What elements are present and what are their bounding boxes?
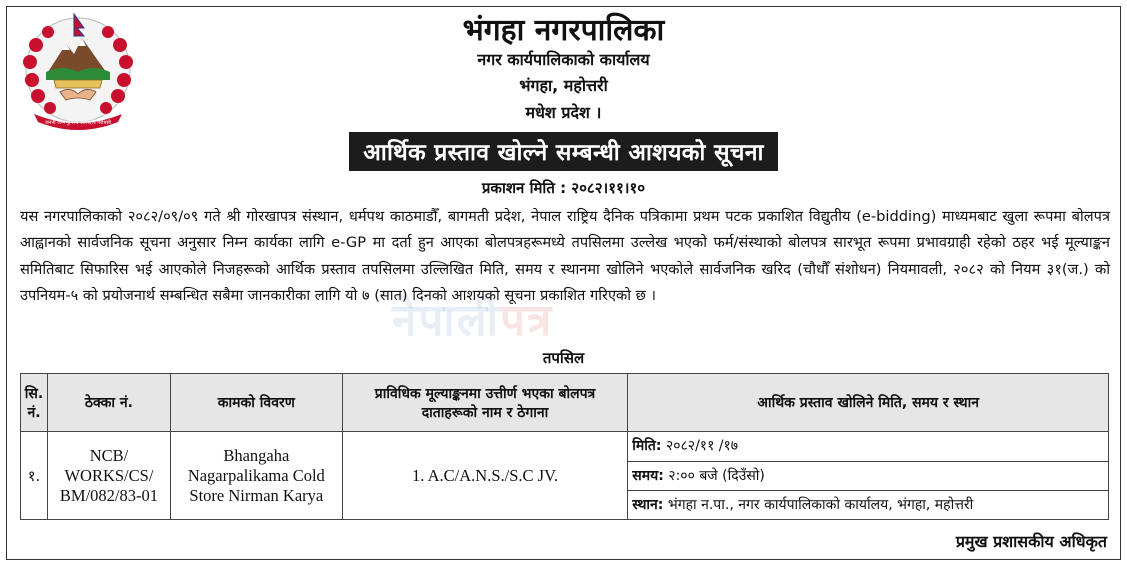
place-value: भंगहा न.पा., नगर कार्यपालिकाको कार्यालय, भंगहा, महोत्तरी	[663, 497, 974, 513]
time-label: समय:	[632, 468, 664, 484]
row-opening-details	[628, 432, 1109, 520]
time-value: २:०० बजे (दिउँसो)	[663, 468, 765, 484]
header-work-description: कामको विवरण	[170, 374, 342, 432]
watermark-part-1: नेपाली	[392, 295, 501, 346]
signatory-title: प्रमुख प्रशासकीय अधिकृत	[955, 532, 1107, 551]
header-sn: सि. नं.	[21, 374, 48, 432]
watermark-part-2: पत्र	[500, 295, 554, 346]
header-contract-no: ठेक्का नं.	[47, 374, 170, 432]
date-value: २०८२/११ /१७	[661, 438, 739, 454]
notice-body: यस नगरपालिकाको २०८२/०९/०९ गते श्री गोरखापत्र संस्थान, धर्मपथ काठमाडौँ, बागमती प्रदेश, नेपाल राष्ट्रिय दैनिक पत्रिकामा प्रथम पटक प्रकाशित विद्युतीय (e-bidding) माध्यमबाट खुला रूपमा बोलपत्र आह्वानको सार्वजनिक सूचना अनुसार निम्न कार्यका लागि e-GP मा दर्ता हुन आएका बोलपत्रहरूमध्ये तपसिलमा उल्लेख भएको फर्म/संस्थाको बोलपत्र सारभूत रूपमा प्रभावग्राही रहेको ठहर भई मूल्याङ्कन समितिबाट सिफारिस भई आएकोले निजहरूको आर्थिक प्रस्ताव तपसिलमा उल्लिखित मिति, समय र स्थानमा खोलिने भएकोले सार्वजनिक खरिद (चौधौँ संशोधन) नियमावली, २०८२ को नियम ३१(ज.) को उपनियम-५ को प्रयोजनार्थ सम्बन्धित सबैमा जानकारीका लागि यो ७ (सात) दिनको आशयको सूचना प्रकाशित गरिएको छ ।	[20, 208, 1110, 305]
row-contract-no: NCB/ WORKS/CS/ BM/082/83-01	[47, 432, 170, 520]
row-sn: १.	[21, 432, 48, 520]
province-name: मधेश प्रदेश ।	[525, 103, 602, 122]
opening-date	[628, 432, 1108, 461]
svg-text:जननी जन्मभूमिश्च स्वर्गादपि गर: जननी जन्मभूमिश्च स्वर्गादपि गरीयसी	[44, 120, 112, 126]
header-bidder: प्राविधिक मूल्याङ्कनमा उत्तीर्ण भएका बोलपत्र दाताहरूको नाम र ठेगाना	[342, 374, 628, 432]
header-opening-details: आर्थिक प्रस्ताव खोलिने मिति, समय र स्थान	[628, 374, 1109, 432]
opening-time	[628, 461, 1108, 490]
office-name: नगर कार्यपालिकाको कार्यालय	[477, 50, 650, 69]
schedule-label: तपसिल	[542, 349, 585, 367]
notice-title-wrapper	[0, 132, 1127, 171]
date-label: मिति:	[632, 438, 662, 454]
table-header-row	[21, 374, 1109, 432]
schedule-table	[20, 373, 1109, 520]
office-location: भंगहा, महोत्तरी	[519, 76, 608, 95]
place-label: स्थान:	[632, 497, 664, 513]
publish-date: प्रकाशन मिति : २०८२।११।१०	[481, 179, 646, 197]
table-row	[21, 432, 1109, 520]
opening-place	[628, 490, 1108, 519]
row-work-description: Bhangaha Nagarpalikama Cold Store Nirman Karya	[170, 432, 342, 520]
notice-title: आर्थिक प्रस्ताव खोल्ने सम्बन्धी आशयको सूचना	[349, 132, 778, 171]
municipality-title: भंगहा नगरपालिका	[462, 13, 665, 48]
row-bidder: 1. A.C/A.N.S./S.C JV.	[342, 432, 628, 520]
